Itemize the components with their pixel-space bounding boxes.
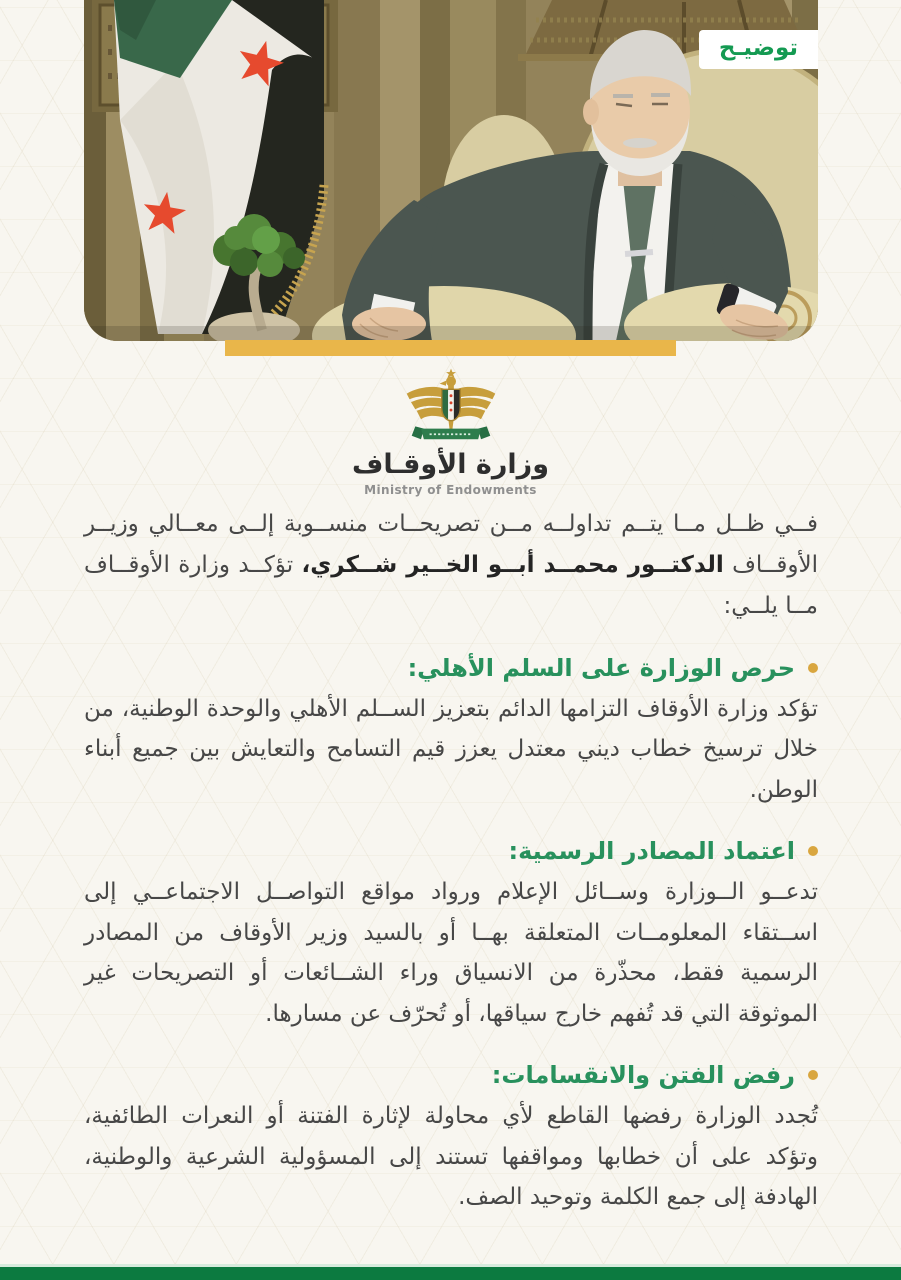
clarification-badge-label: توضيـح [718,35,798,61]
section-heading-label: رفض الفتن والانقسامات: [491,1061,795,1090]
shield [441,389,460,420]
section-body: تُجدد الوزارة رفضها القاطع لأي محاولة لإثارة الفتنة أو النعرات الطائفية، وتؤكد على أن خطابها ومواقفها تستند إلى المسؤولية الشرعية والوطنية، الهادفة إلى جمع الكلمة وتوحيد الصف. [84,1103,818,1211]
clarification-badge [699,30,818,69]
ministry-name-english: Ministry of Endowments [364,483,537,497]
minister-name-bold: الدكتــور محمــد أبــو الخــير شــكري، [301,551,724,578]
eagle-emblem-icon [401,366,501,444]
statement-content [84,504,818,1218]
intro-paragraph [84,504,818,627]
section-heading-label: اعتماد المصادر الرسمية: [508,837,795,866]
section-civil-peace [84,654,818,810]
section-reject-division [84,1061,818,1217]
section-heading-label: حرص الوزارة على السلم الأهلي: [407,653,795,682]
minister-photo [84,0,818,341]
intro-part1: فــي ظــل مــا يتــم تداولــه مــن تصريحــات منســوبة إلــى معــالي وزيــر الأوقــاف [84,511,819,578]
ministry-logo [0,366,901,497]
bullet-icon [808,663,818,673]
section-heading [84,1061,818,1089]
section-body: تدعــو الــوزارة وســائل الإعلام ورواد مواقع التواصــل الاجتماعــي إلى اســتقاء المعلومــات المتعلقة بهــا أو بالسيد وزير الأوقاف من المصادر الرسمية فقط، محذّرة من الانسياق وراء الشــائعات أو التصريحات غير الموثوقة التي قد تُفهم خارج سياقها، أو تُحرّف عن مسارها. [84,879,818,1027]
bullet-icon [808,1070,818,1080]
gold-divider [225,340,676,356]
ministry-name: وزارة الأوقـاف [351,449,549,480]
section-heading [84,837,818,865]
section-heading [84,654,818,682]
intro-part2: تؤكــد وزارة الأوقــاف مــا يلــي: [84,551,818,619]
footer-bar [0,1264,901,1280]
bullet-icon [808,846,818,856]
section-body: تؤكد وزارة الأوقاف التزامها الدائم بتعزيز الســلم الأهلي والوحدة الوطنية، من خلال ترسيخ خطاب ديني معتدل يعزز قيم التسامح والتعايش بين جميع أبناء الوطن. [84,695,818,803]
section-official-sources [84,837,818,1034]
